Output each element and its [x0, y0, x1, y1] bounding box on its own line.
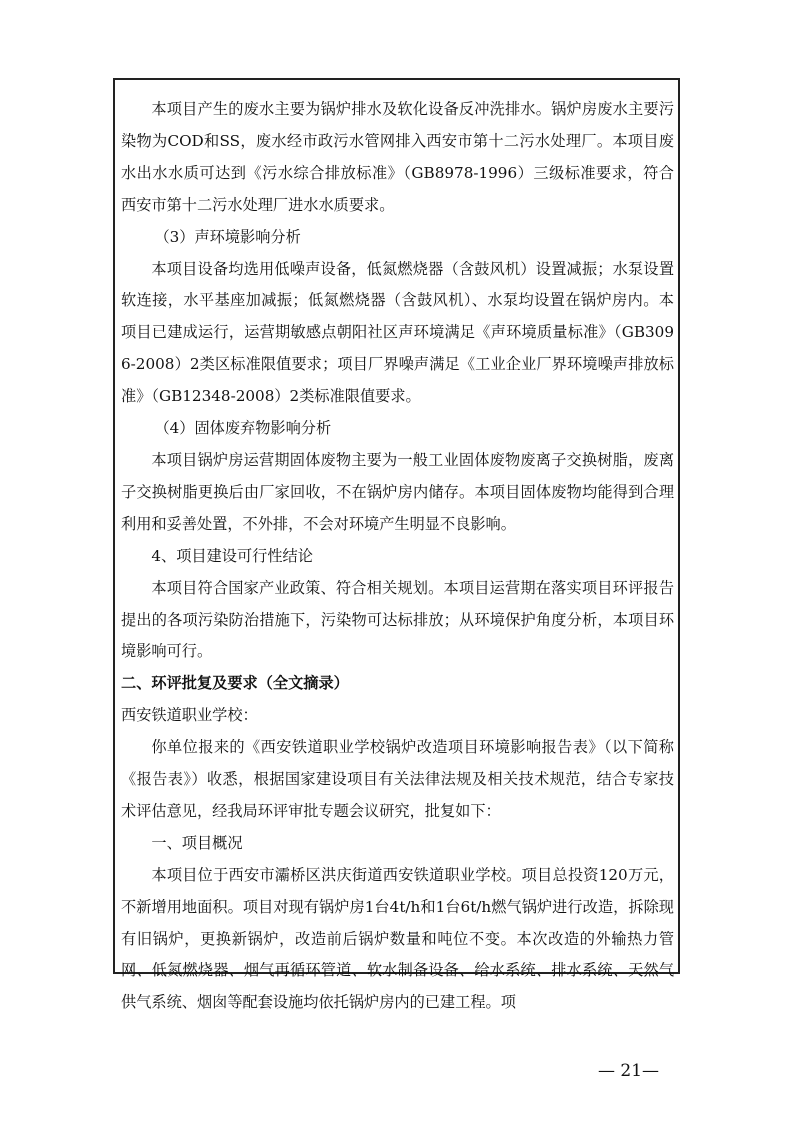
paragraph-noise: 本项目设备均选用低噪声设备，低氮燃烧器（含鼓风机）设置减振；水泵设置软连接，水平基座加减振；低氮燃烧器（含鼓风机）、水泵均设置在锅炉房内。本项目已建成运行，运营期敏感点朝阳社区声环境满足《声环境质量标准》（GB3096-2008）2类区标准限值要求；项目厂界噪声满足《工业企业厂界环境噪声排放标准》（GB12348-2008）2类标准限值要求。 [121, 259, 674, 406]
document-content [121, 94, 674, 1019]
paragraph-wastewater: 本项目产生的废水主要为锅炉排水及软化设备反冲洗排水。锅炉房废水主要污染物为COD和SS，废水经市政污水管网排入西安市第十二污水处理厂。本项目废水出水水质可达到《污水综合排放标准》（GB8978-1996）三级标准要求，符合西安市第十二污水处理厂进水水质要求。 [121, 100, 674, 214]
paragraph-solid-waste: 本项目锅炉房运营期固体废物主要为一般工业固体废物废离子交换树脂，废离子交换树脂更换后由厂家回收，不在锅炉房内储存。本项目固体废物均能得到合理利用和妥善处置，不外排，不会对环境产生明显不良影响。 [121, 450, 674, 533]
subheading-noise: （3）声环境影响分析 [154, 227, 301, 246]
subheading-overview: 一、项目概况 [151, 833, 243, 852]
paragraph-overview: 本项目位于西安市灞桥区洪庆街道西安铁道职业学校。项目总投资120万元，不新增用地面积。项目对现有锅炉房1台4t/h和1台6t/h燃气锅炉进行改造，拆除现有旧锅炉，更换新锅炉，改造前后锅炉数量和吨位不变。本次改造的外输热力管网、低氮燃烧器、烟气再循环管道、软水制备设备、给水系统、排水系统、天然气供气系统、烟囱等配套设施均依托锅炉房内的已建工程。项 [121, 865, 674, 1012]
paragraph-feasibility: 本项目符合国家产业政策、符合相关规划。本项目运营期在落实项目环评报告提出的各项污染防治措施下，污染物可达标排放；从环境保护角度分析，本项目环境影响可行。 [121, 578, 674, 661]
addressee: 西安铁道职业学校： [121, 706, 258, 725]
page-number: — 21— [598, 1061, 660, 1081]
document-frame [113, 78, 680, 1012]
paragraph-approval-intro: 你单位报来的《西安铁道职业学校锅炉改造项目环境影响报告表》（以下简称《报告表》）收悉，根据国家建设项目有关法律法规及相关技术规范，结合专家技术评估意见，经我局环评审批专题会议研究，批复如下： [121, 738, 674, 820]
section-heading-approval: 二、环评批复及要求（全文摘录） [121, 674, 349, 693]
subheading-solid-waste: （4）固体废弃物影响分析 [154, 419, 332, 438]
subheading-feasibility: 4、项目建设可行性结论 [151, 546, 313, 565]
